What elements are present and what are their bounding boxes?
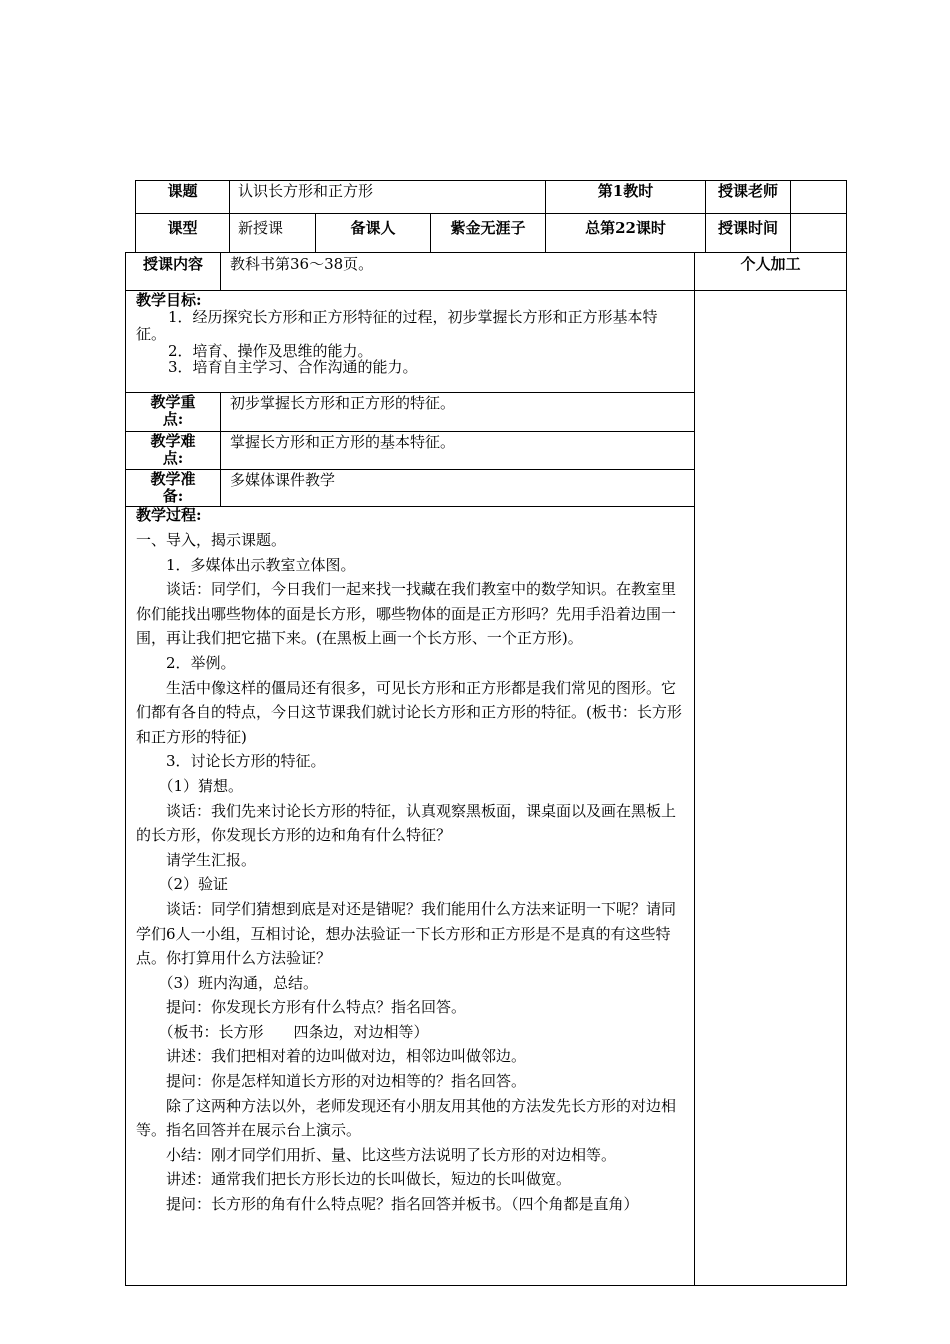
topic-label: 课题 (167, 182, 198, 200)
process-paragraph: 除了这两种方法以外，老师发现还有小朋友用其他的方法发先长方形的对边相等。指名回答并在展示台上演示。 (136, 1096, 677, 1140)
process-paragraph: 生活中像这样的僵局还有很多，可见长方形和正方形都是我们常见的图形。它们都有各自的特点，今日这节课我们就讨论长方形和正方形的特征。(板书：长方形和正方形的特征) (136, 678, 682, 746)
process-paragraph: 2．举例。 (136, 653, 236, 672)
key-point-label-line1: 教学重 (150, 393, 196, 411)
process-paragraph: （2）验证 (136, 875, 229, 894)
objective-item: 2．培育、操作及思维的能力。 (168, 342, 373, 360)
type-label: 课型 (167, 219, 198, 237)
period-label: 第1教时 (597, 182, 654, 200)
table-border (125, 431, 695, 432)
preparer-label: 备课人 (350, 219, 396, 237)
table-border (135, 180, 847, 181)
table-border (125, 1285, 847, 1286)
table-border (125, 392, 695, 393)
preparation-label-line2: 备: (162, 487, 184, 505)
type-value: 新授课 (238, 219, 284, 237)
total-period: 总第22课时 (585, 219, 666, 237)
process-paragraph: 3．讨论长方形的特征。 (136, 752, 326, 771)
preparation-label-line1: 教学准 (150, 470, 196, 488)
table-border (220, 252, 221, 290)
personal-label: 个人加工 (740, 255, 801, 273)
process-paragraph: （3）班内沟通，总结。 (136, 973, 319, 992)
preparer-value: 紫金无涯子 (450, 219, 526, 237)
objective-item: 3．培育自主学习、合作沟通的能力。 (168, 358, 418, 376)
table-border (125, 290, 847, 291)
process-paragraph: 请学生汇报。 (136, 850, 257, 869)
key-point-value: 初步掌握长方形和正方形的特征。 (230, 394, 456, 412)
topic-value: 认识长方形和正方形 (238, 182, 374, 200)
table-border (229, 180, 230, 252)
process-label: 教学过程: (136, 506, 202, 524)
table-border (125, 469, 695, 470)
process-paragraph: 谈话：同学们，今日我们一起来找一找藏在我们教室中的数学知识。在教室里你们能找出哪些物体的面是长方形，哪些物体的面是正方形吗？先用手沿着边围一围，再让我们把它描下来。(在黑板上画一个长方形、一个正方形)。 (136, 580, 677, 648)
process-paragraph: 谈话：同学们猜想到底是对还是错呢？我们能用什么方法来证明一下呢？请同学们6人一小组，互相讨论，想办法验证一下长方形和正方形是不是真的有这些特点。你打算用什么方法验证？ (136, 899, 677, 968)
difficulty-label-line1: 教学难 (150, 432, 196, 450)
time-label: 授课时间 (717, 219, 778, 237)
key-point-label-line2: 点: (162, 410, 184, 428)
process-paragraph: 讲述：我们把相对着的边叫做对边，相邻边叫做邻边。 (136, 1047, 527, 1066)
difficulty-label (126, 433, 220, 467)
process-paragraph: 提问：你发现长方形有什么特点？指名回答。 (136, 998, 467, 1017)
process-paragraph: 小结：刚才同学们用折、量、比这些方法说明了长方形的对边相等。 (136, 1145, 617, 1164)
objective-item: 1．经历探究长方形和正方形特征的过程，初步掌握长方形和正方形基本特征。 (136, 308, 658, 343)
preparation-value: 多媒体课件教学 (230, 471, 336, 489)
content-label: 授课内容 (142, 255, 203, 273)
process-paragraph: 谈话：我们先来讨论长方形的特征，认真观察黑板面，课桌面以及画在黑板上的长方形，你发现长方形的边和角有什么特征？ (136, 801, 677, 845)
difficulty-value: 掌握长方形和正方形的基本特征。 (230, 433, 456, 451)
process-paragraph: 提问：你是怎样知道长方形的对边相等的？指名回答。 (136, 1072, 527, 1091)
process-paragraph: （1）猜想。 (136, 776, 244, 795)
table-border (790, 180, 791, 252)
process-paragraph: 讲述：通常我们把长方形长边的长叫做长，短边的长叫做宽。 (136, 1170, 572, 1189)
table-border (135, 213, 847, 214)
content-value: 教科书第36～38页。 (230, 255, 374, 273)
key-point-label (126, 394, 220, 428)
table-border (220, 392, 221, 506)
process-paragraph: （板书：长方形 四条边，对边相等） (136, 1022, 429, 1041)
table-border (125, 252, 847, 253)
table-border (846, 180, 847, 1286)
preparation-label (126, 471, 220, 505)
process-paragraph: 一、导入，揭示课题。 (136, 531, 287, 549)
process-body (136, 528, 686, 1217)
teacher-label: 授课老师 (717, 182, 778, 200)
process-paragraph: 提问：长方形的角有什么特点呢？指名回答并板书。（四个角都是直角） (136, 1195, 639, 1214)
objectives-label: 教学目标: (136, 291, 202, 309)
difficulty-label-line2: 点: (162, 449, 184, 467)
process-paragraph: 1．多媒体出示教室立体图。 (136, 555, 356, 574)
table-border (694, 252, 695, 1286)
